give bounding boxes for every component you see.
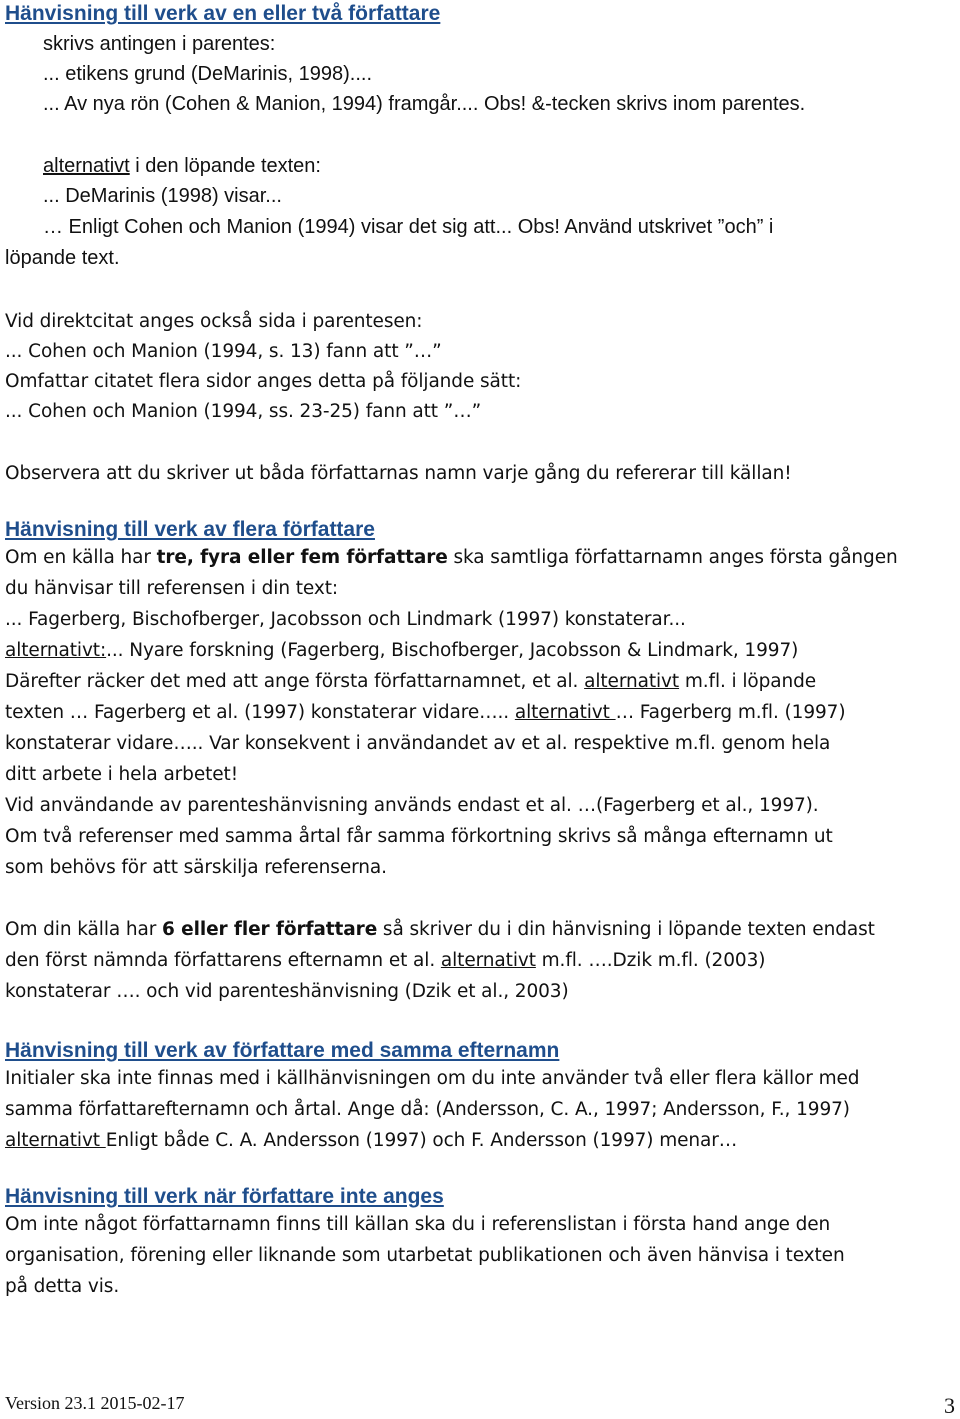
s3-line-5 (5, 671, 816, 692)
s1-line-4-rest: i den löpande texten: (129, 155, 321, 177)
s3-line-13-start: den först nämnda författarens efternamn et al. (5, 950, 441, 971)
s3-line-1-start: Om en källa har (5, 547, 157, 568)
s1-line-2: ... etikens grund (DeMarinis, 1998).... (43, 63, 373, 85)
page-number: 3 (944, 1393, 955, 1418)
s3-line-6-end: … Fagerberg m.fl. (1997) (615, 702, 846, 723)
heading-multiple-authors: Hänvisning till verk av flera författare (5, 518, 375, 541)
s3-line-13-end: m.fl. ….Dzik m.fl. (2003) (535, 950, 766, 971)
s3-line-7: konstaterar vidare….. Var konsekvent i användandet av et al. respektive m.fl. genom hela (5, 733, 831, 754)
s4-line-2: samma författarefternamn och årtal. Ange då: (Andersson, C. A., 1997; Andersson, F., 1997) (5, 1099, 850, 1120)
s3-line-12 (5, 919, 875, 940)
s3-line-2: du hänvisar till referensen i din text: (5, 578, 339, 599)
s3-line-11: som behövs för att särskilja referenserna. (5, 857, 387, 878)
alternativt-underlined: alternativt (514, 702, 616, 723)
s3-line-14: konstaterar …. och vid parenteshänvisning (Dzik et al., 2003) (5, 981, 569, 1002)
s2-line-5: Observera att du skriver ut båda författarnas namn varje gång du refererar till källan! (5, 463, 792, 484)
s3-line-5-start: Därefter räcker det med att ange första författarnamnet, et al. (5, 671, 585, 692)
s3-line-1-bold: tre, fyra eller fem författare (156, 547, 448, 568)
alternativt-underlined: alternativt (5, 1130, 106, 1151)
s3-line-8: ditt arbete i hela arbetet! (5, 764, 239, 785)
s1-line-3: ... Av nya rön (Cohen & Manion, 1994) framgår.... Obs! &-tecken skrivs inom parentes. (43, 93, 806, 115)
s3-line-5-end: m.fl. i löpande (679, 671, 817, 692)
s3-line-1-end: ska samtliga författarnamn anges första gången (447, 547, 898, 568)
alternativt-underlined: alternativt: (5, 640, 107, 661)
s1-line-4 (43, 155, 321, 178)
s3-line-4-rest: ... Nyare forskning (Fagerberg, Bischofberger, Jacobsson & Lindmark, 1997) (106, 640, 799, 661)
footer-version: Version 23.1 2015-02-17 (5, 1393, 185, 1413)
s5-line-3: på detta vis. (5, 1276, 120, 1297)
s1-line-7: löpande text. (5, 247, 120, 269)
s4-line-3 (5, 1130, 737, 1151)
s2-line-4: ... Cohen och Manion (1994, ss. 23-25) fann att ”…” (5, 401, 482, 422)
s3-line-4 (5, 640, 798, 661)
s1-line-6: … Enligt Cohen och Manion (1994) visar det sig att... Obs! Använd utskrivet ”och” i (43, 216, 774, 238)
s3-line-6-start: texten … Fagerberg et al. (1997) konstaterar vidare….. (5, 702, 515, 723)
s4-line-1: Initialer ska inte finnas med i källhänvisningen om du inte använder två eller flera källor med (5, 1068, 860, 1089)
s3-line-1 (5, 547, 898, 568)
s2-line-3: Omfattar citatet flera sidor anges detta på följande sätt: (5, 371, 522, 392)
alternativt-underlined: alternativt (440, 950, 536, 971)
s3-line-6 (5, 702, 845, 723)
alternativt-underlined: alternativt (584, 671, 680, 692)
s3-line-12-end: så skriver du i din hänvisning i löpande texten endast (377, 919, 875, 940)
s3-line-3: ... Fagerberg, Bischofberger, Jacobsson och Lindmark (1997) konstaterar... (5, 609, 686, 630)
s2-line-2: ... Cohen och Manion (1994, s. 13) fann att ”…” (5, 341, 442, 362)
s1-line-5: ... DeMarinis (1998) visar... (43, 185, 282, 207)
s5-line-2: organisation, förening eller liknande som utarbetat publikationen och även hänvisa i texten (5, 1245, 845, 1266)
alternativt-underlined: alternativt (43, 155, 130, 177)
s5-line-1: Om inte något författarnamn finns till källan ska du i referenslistan i första hand ange den (5, 1214, 831, 1235)
s3-line-10: Om två referenser med samma årtal får samma förkortning skrivs så många efternamn ut (5, 826, 833, 847)
heading-same-surname: Hänvisning till verk av författare med samma efternamn (5, 1039, 560, 1062)
s3-line-12-start: Om din källa har (5, 919, 163, 940)
s3-line-13 (5, 950, 765, 971)
s2-line-1: Vid direktcitat anges också sida i parentesen: (5, 311, 423, 332)
s3-line-12-bold: 6 eller fler författare (162, 919, 378, 940)
s3-line-9: Vid användande av parenteshänvisning används endast et al. …(Fagerberg et al., 1997). (5, 795, 819, 816)
heading-one-or-two-authors: Hänvisning till verk av en eller två författare (5, 2, 441, 25)
heading-no-author: Hänvisning till verk när författare inte anges (5, 1185, 444, 1208)
s1-line-1: skrivs antingen i parentes: (43, 33, 276, 55)
s4-line-3-rest: Enligt både C. A. Andersson (1997) och F. Andersson (1997) menar… (105, 1130, 738, 1151)
